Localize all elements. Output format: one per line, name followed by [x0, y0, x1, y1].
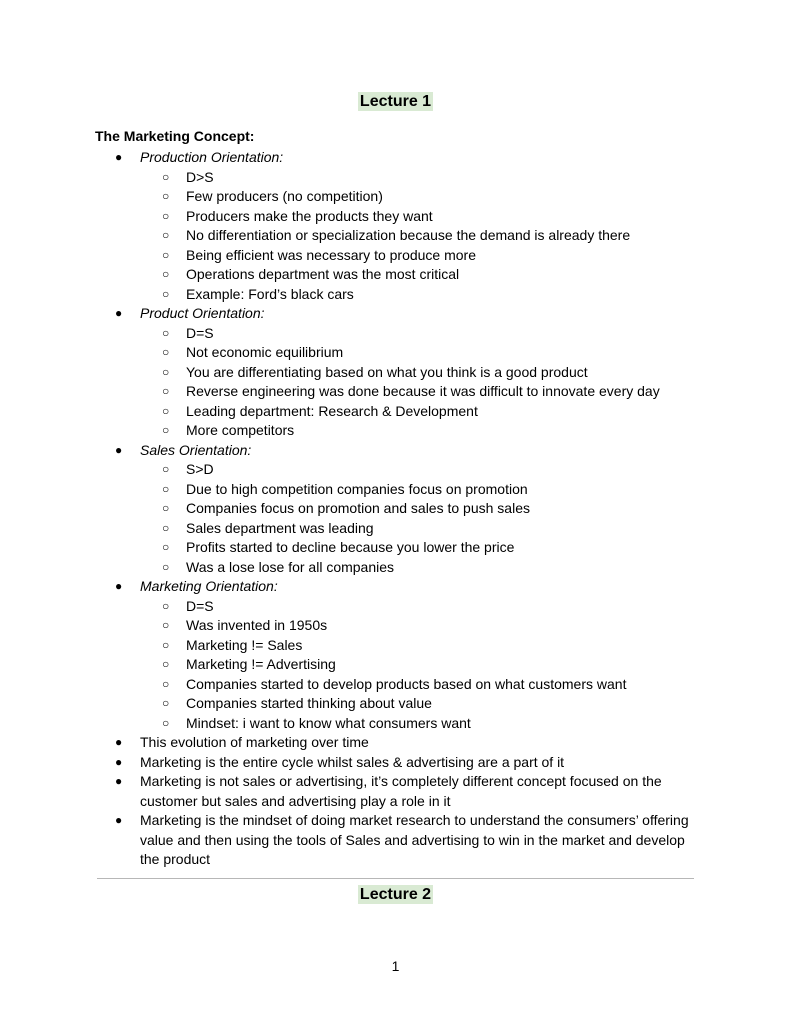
circle-bullet-icon: ○: [162, 676, 170, 691]
list-item: [140, 597, 699, 617]
list-item: [140, 265, 699, 285]
list-item: [140, 499, 699, 519]
list-item-text: Sales department was leading: [186, 519, 374, 536]
list-item-text: Producers make the products they want: [186, 207, 433, 224]
circle-bullet-icon: ○: [162, 715, 170, 730]
circle-bullet-icon: ○: [162, 618, 170, 632]
circle-bullet-icon: ○: [162, 228, 170, 242]
orientation-title: Product Orientation:: [140, 305, 265, 321]
section-title: The Marketing Concept:: [95, 128, 255, 144]
list-item: [140, 363, 699, 383]
list-item-text: Was a lose lose for all companies: [186, 558, 395, 575]
list-item: [140, 207, 699, 227]
circle-bullet-icon: ○: [162, 462, 170, 476]
orientation-item-marketing: [0, 577, 791, 733]
bullet-icon: ●: [115, 579, 123, 593]
list-item-text: Marketing != Advertising: [186, 656, 336, 672]
note-item: [0, 753, 791, 773]
list-item: [140, 538, 699, 558]
bullet-icon: ●: [115, 774, 123, 788]
orientation-title: Sales Orientation:: [140, 441, 252, 458]
circle-bullet-icon: ○: [162, 559, 170, 574]
list-item: [140, 421, 699, 441]
lecture-1-heading: [0, 93, 791, 111]
list-item-text: D=S: [186, 324, 214, 341]
circle-bullet-icon: ○: [162, 345, 170, 359]
circle-bullet-icon: ○: [162, 247, 170, 262]
circle-bullet-icon: ○: [162, 384, 170, 398]
list-item-text: Due to high competition companies focus on promotion: [186, 480, 528, 497]
orientation-points: [140, 324, 699, 441]
circle-bullet-icon: ○: [162, 540, 170, 554]
list-item-text: More competitors: [186, 422, 295, 438]
list-item-text: Being efficient was necessary to produce more: [186, 246, 477, 263]
list-item-text: Leading department: Research & Development: [186, 402, 478, 419]
circle-bullet-icon: ○: [162, 637, 170, 652]
bullet-icon: ●: [115, 813, 123, 827]
orientation-item-sales: [0, 441, 791, 578]
orientation-points: [140, 460, 699, 577]
list-item-text: Profits started to decline because you lower the price: [186, 539, 515, 555]
note-text: Marketing is not sales or advertising, it’s completely different concept focused on the customer but sales and advertising play a role in it: [140, 773, 662, 809]
list-item: [140, 616, 699, 636]
circle-bullet-icon: ○: [162, 520, 170, 535]
circle-bullet-icon: ○: [162, 423, 170, 437]
list-item-text: Was invented in 1950s: [186, 617, 328, 633]
list-item: [140, 460, 699, 480]
note-item: [0, 811, 791, 870]
list-item-text: D=S: [186, 597, 214, 614]
bullet-icon: ●: [115, 306, 123, 320]
list-item: [140, 636, 699, 656]
lecture-2-heading: [0, 886, 791, 904]
note-text: Marketing is the mindset of doing market research to understand the consumers’ offering value and then using the tools of Sales and advertising to win in the market and develop the product: [140, 812, 689, 867]
list-item-text: D>S: [186, 168, 214, 185]
page-number: 1: [391, 958, 400, 974]
lecture-1-title: Lecture 1: [359, 93, 432, 110]
list-item-text: Reverse engineering was done because it was difficult to innovate every day: [186, 383, 660, 399]
circle-bullet-icon: ○: [162, 364, 170, 379]
note-item: [0, 772, 791, 811]
list-item-text: S>D: [186, 461, 214, 477]
note-item: [0, 733, 791, 753]
list-item: [140, 343, 699, 363]
bullet-icon: ●: [115, 754, 123, 769]
list-item: [140, 226, 699, 246]
list-item: [140, 382, 699, 402]
circle-bullet-icon: ○: [162, 501, 170, 515]
list-item-text: Few producers (no competition): [186, 188, 383, 204]
list-item-text: Not economic equilibrium: [186, 344, 344, 360]
circle-bullet-icon: ○: [162, 598, 170, 613]
lecture-2-title: Lecture 2: [359, 886, 432, 903]
orientation-title: Production Orientation:: [140, 149, 284, 165]
list-item-text: Companies started thinking about value: [186, 695, 432, 711]
list-item: [140, 558, 699, 578]
list-item: [140, 714, 699, 734]
list-item-text: Companies started to develop products based on what customers want: [186, 675, 627, 692]
orientation-title: Marketing Orientation:: [140, 578, 278, 594]
bullet-icon: ●: [115, 442, 123, 457]
note-text: This evolution of marketing over time: [140, 734, 369, 750]
marketing-concept-outline: [0, 148, 791, 870]
list-item-text: No differentiation or specialization because the demand is already there: [186, 227, 631, 243]
horizontal-divider: [97, 878, 694, 879]
orientation-item-product: [0, 304, 791, 441]
circle-bullet-icon: ○: [162, 403, 170, 418]
orientation-points: [140, 597, 699, 734]
circle-bullet-icon: ○: [162, 657, 170, 671]
list-item: [140, 655, 699, 675]
list-item-text: Operations department was the most critical: [186, 266, 460, 282]
circle-bullet-icon: ○: [162, 208, 170, 223]
list-item-text: You are differentiating based on what you think is a good product: [186, 363, 588, 380]
list-item-text: Example: Ford’s black cars: [186, 285, 354, 302]
list-item-text: Companies focus on promotion and sales to push sales: [186, 500, 530, 516]
list-item: [140, 246, 699, 266]
bullet-icon: ●: [115, 150, 123, 164]
circle-bullet-icon: ○: [162, 169, 170, 184]
circle-bullet-icon: ○: [162, 286, 170, 301]
list-item: [140, 285, 699, 305]
circle-bullet-icon: ○: [162, 189, 170, 203]
list-item-text: Mindset: i want to know what consumers want: [186, 714, 471, 731]
circle-bullet-icon: ○: [162, 696, 170, 710]
orientation-points: [140, 168, 699, 305]
orientation-item-production: [0, 148, 791, 304]
list-item: [140, 480, 699, 500]
note-text: Marketing is the entire cycle whilst sales & advertising are a part of it: [140, 753, 565, 770]
bullet-icon: ●: [115, 735, 123, 749]
circle-bullet-icon: ○: [162, 325, 170, 340]
list-item: [140, 519, 699, 539]
list-item: [140, 675, 699, 695]
list-item: [140, 402, 699, 422]
list-item: [140, 187, 699, 207]
list-item: [140, 168, 699, 188]
list-item: [140, 694, 699, 714]
circle-bullet-icon: ○: [162, 481, 170, 496]
list-item: [140, 324, 699, 344]
circle-bullet-icon: ○: [162, 267, 170, 281]
list-item-text: Marketing != Sales: [186, 636, 303, 653]
